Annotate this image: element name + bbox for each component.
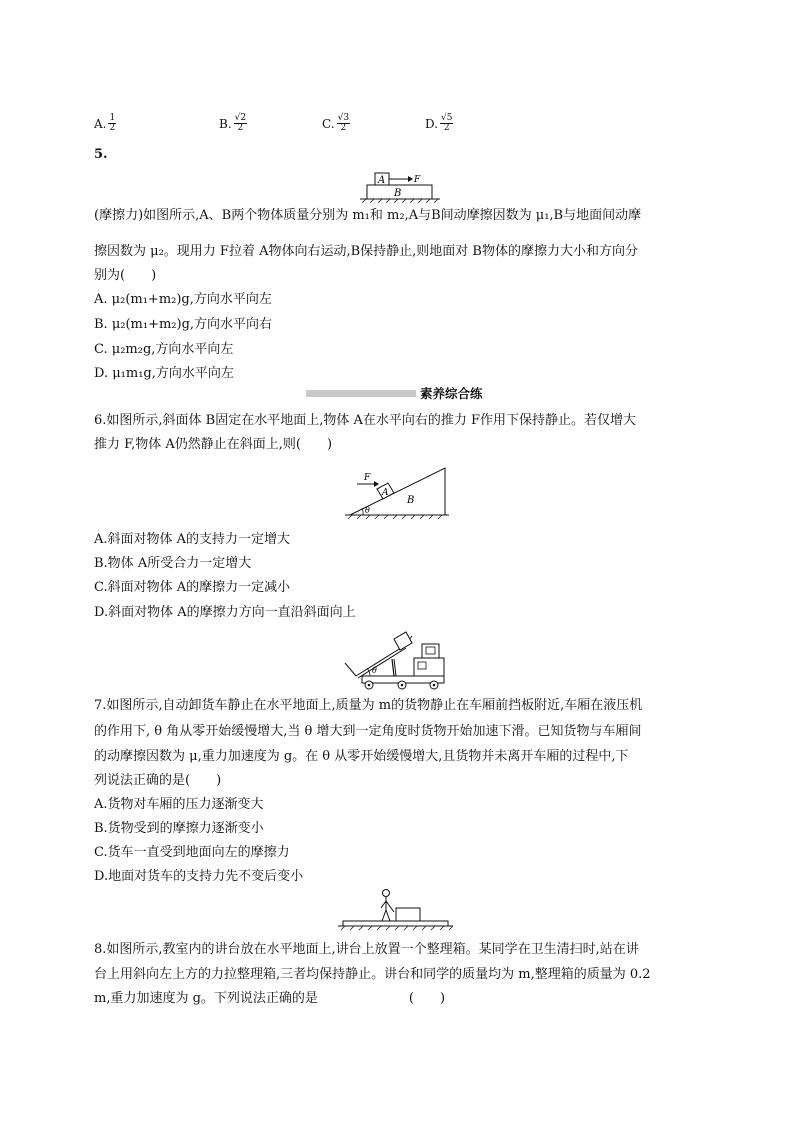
force-label: F: [414, 175, 421, 185]
q4-option-b: B. $\frac{√2}{2}$: [219, 113, 247, 133]
q7-stem-line-1: 7.如图所示,自动卸货车静止在水平地面上,质量为 m的货物静止在车厢前挡板附近,车厢在液压机: [94, 698, 643, 713]
q8-figure: [338, 886, 453, 934]
q6-stem-line-1: 6.如图所示,斜面体 B固定在水平地面上,物体 A在水平向右的推力 F作用下保持静止。若仅增大: [94, 413, 637, 428]
q7-stem-line-4: 列说法正确的是( ): [94, 773, 222, 788]
arrow-head: [408, 176, 413, 182]
storage-box: [396, 908, 420, 921]
q8-stem-line-1: 8.如图所示,教室内的讲台放在水平地面上,讲台上放置一个整理箱。某同学在卫生清扫时,站在讲: [94, 942, 639, 957]
q6-option-d: D.斜面对物体 A的摩擦力方向一直沿斜面向上: [94, 605, 356, 620]
q5-option-c: C. μ₂m₂g,方向水平向左: [94, 342, 234, 357]
q5-option-b: B. μ₂(m₁+m₂)g,方向水平向右: [94, 317, 273, 332]
fraction: $\frac{√2}{2}$: [234, 113, 247, 133]
truck-cab: [414, 658, 444, 676]
q4-option-c: C. $\frac{√3}{2}$: [322, 113, 350, 133]
q7-option-a: A.货物对车厢的压力逐渐变大: [94, 797, 264, 812]
q5-stem-line-3: 别为( ): [94, 268, 157, 283]
q7-option-c: C.货车一直受到地面向左的摩擦力: [94, 845, 290, 860]
q5-option-a: A. μ₂(m₁+m₂)g,方向水平向左: [94, 292, 272, 307]
cab-top: [422, 644, 439, 658]
block-a-label: A: [378, 175, 386, 186]
block-b-label: B: [394, 188, 402, 199]
q7-figure: [342, 626, 450, 690]
q6-stem-line-2: 推力 F,物体 A仍然静止在斜面上,则( ): [94, 437, 333, 452]
tailgate: [345, 663, 356, 676]
q8-stem-line-3: m,重力加速度为 g。下列说法正确的是 ( ): [94, 991, 446, 1006]
q8-stem-line-2: 台上用斜向左上方的力拉整理箱,三者均保持静止。讲台和同学的质量均为 m,整理箱的质量为 0.2: [94, 967, 651, 982]
q5-figure: [360, 170, 440, 204]
cab-window: [426, 647, 435, 654]
q6-option-b: B.物体 A所受合力一定增大: [94, 556, 252, 571]
q6-figure: [345, 463, 450, 519]
fraction: $\frac{√3}{2}$: [337, 113, 350, 133]
fraction: $\frac{√5}{2}$: [441, 113, 453, 133]
hydraulic-rod: [392, 659, 394, 676]
fraction: $\frac{1}{2}$: [109, 113, 116, 133]
ground-hatch: [348, 515, 442, 519]
block-b-label: B: [407, 495, 415, 506]
student-arm: [386, 901, 394, 912]
q5-stem-line-2: 擦因数为 μ₂。现用力 F拉着 A物体向右运动,B保持静止,则地面对 B物体的摩擦力大小和方向分: [94, 244, 638, 259]
cargo-box: [394, 632, 412, 650]
q7-option-d: D.地面对货车的支持力先不变后变小: [94, 869, 304, 884]
podium: [343, 921, 448, 926]
q5-option-d: D. μ₁m₁g,方向水平向左: [94, 366, 234, 381]
arrow-head: [374, 481, 379, 487]
q7-stem-line-3: 的动摩擦因数为 μ,重力加速度为 g。在 θ 从零开始缓慢增大,且货物并未离开车厢的过程中,下: [94, 749, 629, 764]
truck-bed: [356, 646, 404, 676]
q5-stem-line-1: (摩擦力)如图所示,A、B两个物体质量分别为 m₁和 m₂,A与B间动摩擦因数为 μ₁,B与地面间动摩: [94, 208, 642, 223]
theta-label: θ: [372, 666, 377, 675]
q7-stem-line-2: 的作用下, θ 角从零开始缓慢增大,当 θ 增大到一定角度时货物开始加速下滑。已知货物与车厢间: [94, 724, 642, 739]
section-title: 素养综合练: [420, 386, 483, 401]
theta-label: θ: [365, 506, 370, 515]
ground-hatch: [362, 199, 438, 203]
student-head: [383, 890, 390, 897]
q4-option-d: D. $\frac{√5}{2}$: [425, 113, 453, 133]
q4-option-a: A. $\frac{1}{2}$: [94, 113, 116, 133]
q6-option-c: C.斜面对物体 A的摩擦力一定减小: [94, 580, 291, 595]
force-label: F: [364, 473, 371, 483]
ground-hatch: [341, 926, 453, 930]
block-a-label: A: [382, 488, 389, 498]
section-bar: [306, 390, 416, 397]
q6-option-a: A.斜面对物体 A的支持力一定增大: [94, 532, 291, 547]
q5-number: 5.: [94, 147, 108, 162]
q7-option-b: B.货物受到的摩擦力逐渐变小: [94, 821, 264, 836]
